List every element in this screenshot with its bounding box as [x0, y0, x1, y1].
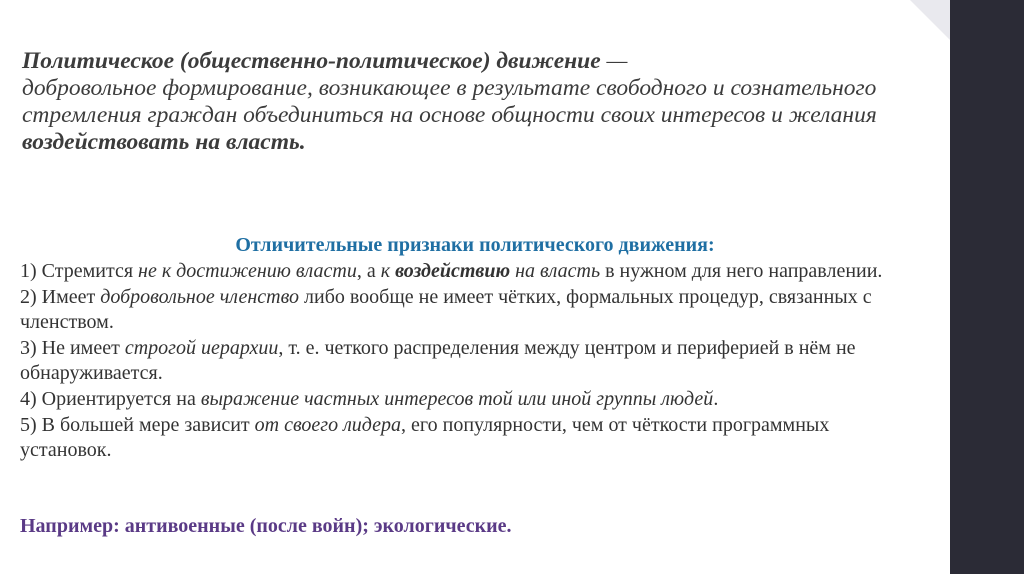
definition-paragraph: [22, 48, 927, 156]
definition-term: Политическое (общественно-политическое) движение: [22, 48, 601, 74]
feature-emphasis: на власть: [510, 260, 601, 282]
feature-text: , а: [356, 260, 381, 282]
feature-emphasis: выражение частных интересов той или иной группы людей: [200, 387, 714, 410]
definition-end: воздействовать на власть.: [22, 129, 306, 155]
sidebar-panel: [950, 0, 1024, 574]
feature-emphasis: добровольное членство: [100, 285, 300, 308]
feature-text: 5) В большей мере зависит: [20, 413, 255, 436]
feature-item: [20, 387, 925, 413]
features-list: [20, 259, 925, 464]
definition-body: добровольное формирование, возникающее в результате свободного и сознательного стремления граждан объединиться на основе общности своих интересов и желания: [22, 75, 877, 128]
feature-text: .: [713, 387, 719, 410]
page-corner-fold: [910, 0, 950, 40]
feature-text: либо вообще не имеет чётких, формальных процедур, связанных с членством.: [20, 285, 872, 334]
feature-item: [20, 413, 925, 464]
feature-text: , т. е. четкого распределения между центром и периферией в нём не обнаруживается.: [20, 336, 856, 385]
feature-strong: воздействию: [390, 260, 511, 282]
feature-item: [20, 259, 925, 285]
feature-item: [20, 336, 925, 387]
feature-emphasis: не к достижению власти: [138, 260, 357, 282]
feature-text: 2) Имеет: [20, 285, 101, 308]
features-heading: Отличительные признаки политического движения:: [235, 234, 715, 256]
example-line: Например: антивоенные (после войн); экологические.: [20, 515, 512, 537]
feature-emphasis: к: [380, 260, 391, 282]
feature-text: 1) Стремится: [20, 260, 139, 282]
feature-emphasis: от своего лидера: [254, 413, 402, 436]
feature-text: 3) Не имеет: [20, 336, 125, 359]
feature-emphasis: строгой иерархии: [124, 336, 279, 359]
feature-item: [20, 285, 925, 336]
feature-text: , его популярности, чем от чёткости программных установок.: [20, 413, 830, 462]
feature-text: в нужном для него направлении.: [600, 260, 883, 282]
feature-text: 4) Ориентируется на: [20, 387, 201, 410]
definition-dash: —: [600, 48, 628, 74]
